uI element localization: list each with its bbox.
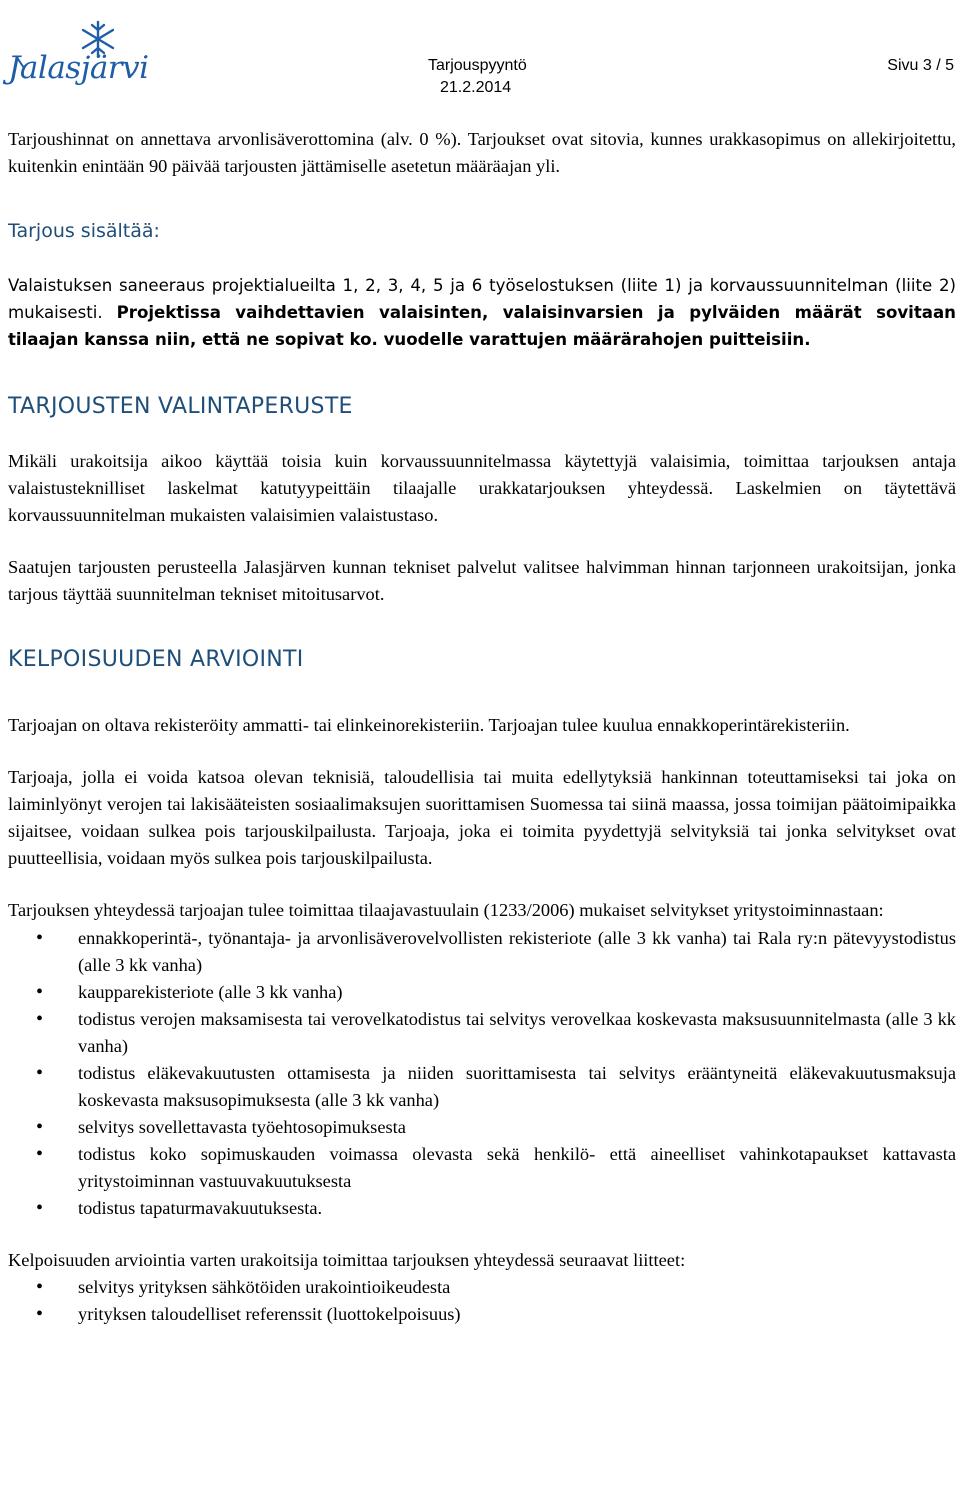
list-item: • todistus eläkevakuutusten ottamisesta ja niiden suorittamisesta tai selvitys erääntyneitä eläkevakuutusmaksuja koskevasta maksusopimuksesta (alle 3 kk vanha) <box>8 1060 956 1114</box>
page-number: Sivu 3 / 5 <box>887 57 954 74</box>
paragraph-registration: Tarjoajan on oltava rekisteröity ammatti- tai elinkeinorekisteriin. Tarjoajan tulee kuulua ennakkoperintärekisteriin. <box>8 715 850 735</box>
list-item: • todistus verojen maksamisesta tai verovelkatodistus tai selvitys verovelkaa koskevasta maksusuunnitelmasta (alle 3 kk vanha) <box>8 1006 956 1060</box>
list-item: • ennakkoperintä-, työnantaja- ja arvonlisäverovelvollisten rekisteriote (alle 3 kk vanha) tai Rala ry:n pätevyystodistus (alle 3 kk vanha) <box>8 925 956 979</box>
heading-tarjousten-valintaperuste: TARJOUSTEN VALINTAPERUSTE <box>8 394 353 419</box>
list-item: • yrityksen taloudelliset referenssit (luottokelpoisuus) <box>8 1301 956 1328</box>
paragraph-luminaires: Mikäli urakoitsija aikoo käyttää toisia kuin korvaussuunnitelmassa käytettyjä valaisimia, toimittaa tarjouksen antaja valaistusteknilliset laskelmat katutyypeittäin tilaajalle urakkatarjouksen yhteydessä. Laskelmien on täytettävä korvaussuunnitelman mukaisten valaisimien valaistustaso. <box>8 451 956 525</box>
heading-tarjous-sisaltaa: Tarjous sisältää: <box>8 220 160 242</box>
list-item: • selvitys sovellettavasta työehtosopimuksesta <box>8 1114 956 1141</box>
paragraph-exclusion: Tarjoaja, jolla ei voida katsoa olevan teknisiä, taloudellisia tai muita edellytyksiä hankinnan toteuttamiseksi tai joka on laiminlyönyt verojen tai lakisääteisten sosiaalimaksujen suorittamisen Suomessa tai siinä maassa, jossa toimijan päätoimipaikka sijaitsee, voidaan sulkea pois tarjouskilpailusta. Tarjoaja, joka ei toimita pyydettyjä selvityksiä tai jonka selvitykset ovat puutteellisia, voidaan myös sulkea pois tarjouskilpailusta. <box>8 767 956 868</box>
list-item: • selvitys yrityksen sähkötöiden urakointioikeudesta <box>8 1274 956 1301</box>
list-item: • todistus koko sopimuskauden voimassa olevasta sekä henkilö- että aineelliset vahinkotapaukset kattavasta yritystoiminnan vastuuvakuutuksesta <box>8 1141 956 1195</box>
list-item: • todistus tapaturmavakuutuksesta. <box>8 1195 956 1222</box>
offer-contents-bold: Projektissa vaihdettavien valaisinten, valaisinvarsien ja pylväiden määrät sovitaan tilaajan kanssa niin, että ne sopivat ko. vuodelle varattujen määrärahojen puitteisiin. <box>8 303 956 349</box>
paragraph-pricing: Tarjoushinnat on annettava arvonlisäverottomina (alv. 0 %). Tarjoukset ovat sitovia, kunnes urakkasopimus on allekirjoitettu, kuitenkin enintään 90 päivää tarjousten jättämiselle asetetun määräajan yli. <box>8 129 956 176</box>
jalasjarvi-logo <box>6 16 149 106</box>
paragraph-attachments: Kelpoisuuden arviointia varten urakoitsija toimittaa tarjouksen yhteydessä seuraavat liitteet: <box>8 1250 686 1270</box>
document-body <box>8 126 956 1328</box>
paragraph-offer-contents <box>8 272 956 353</box>
list-required-documents <box>8 925 956 1222</box>
offer-contents-text: Valaistuksen saneeraus projektialueilta 1, 2, 3, 4, 5 ja 6 työselostuksen (liite 1) ja korvaussuunnitelman (liite 2) mukaisesti. <box>8 276 956 322</box>
list-item: • kaupparekisteriote (alle 3 kk vanha) <box>8 979 956 1006</box>
list-attachments <box>8 1274 956 1328</box>
logo-text: Jalasjärvi <box>8 50 149 86</box>
heading-kelpoisuuden-arviointi: KELPOISUUDEN ARVIOINTI <box>8 647 304 672</box>
document-title: Tarjouspyyntö <box>428 57 527 74</box>
document-date: 21.2.2014 <box>440 79 512 96</box>
paragraph-selection: Saatujen tarjousten perusteella Jalasjärven kunnan tekniset palvelut valitsee halvimman hinnan tarjonneen urakoitsijan, jonka tarjous täyttää suunnitelman tekniset mitoitusarvot. <box>8 557 956 604</box>
paragraph-contractor-liability: Tarjouksen yhteydessä tarjoajan tulee toimittaa tilaajavastuulain (1233/2006) mukaiset selvitykset yritystoiminnastaan: <box>8 900 884 920</box>
